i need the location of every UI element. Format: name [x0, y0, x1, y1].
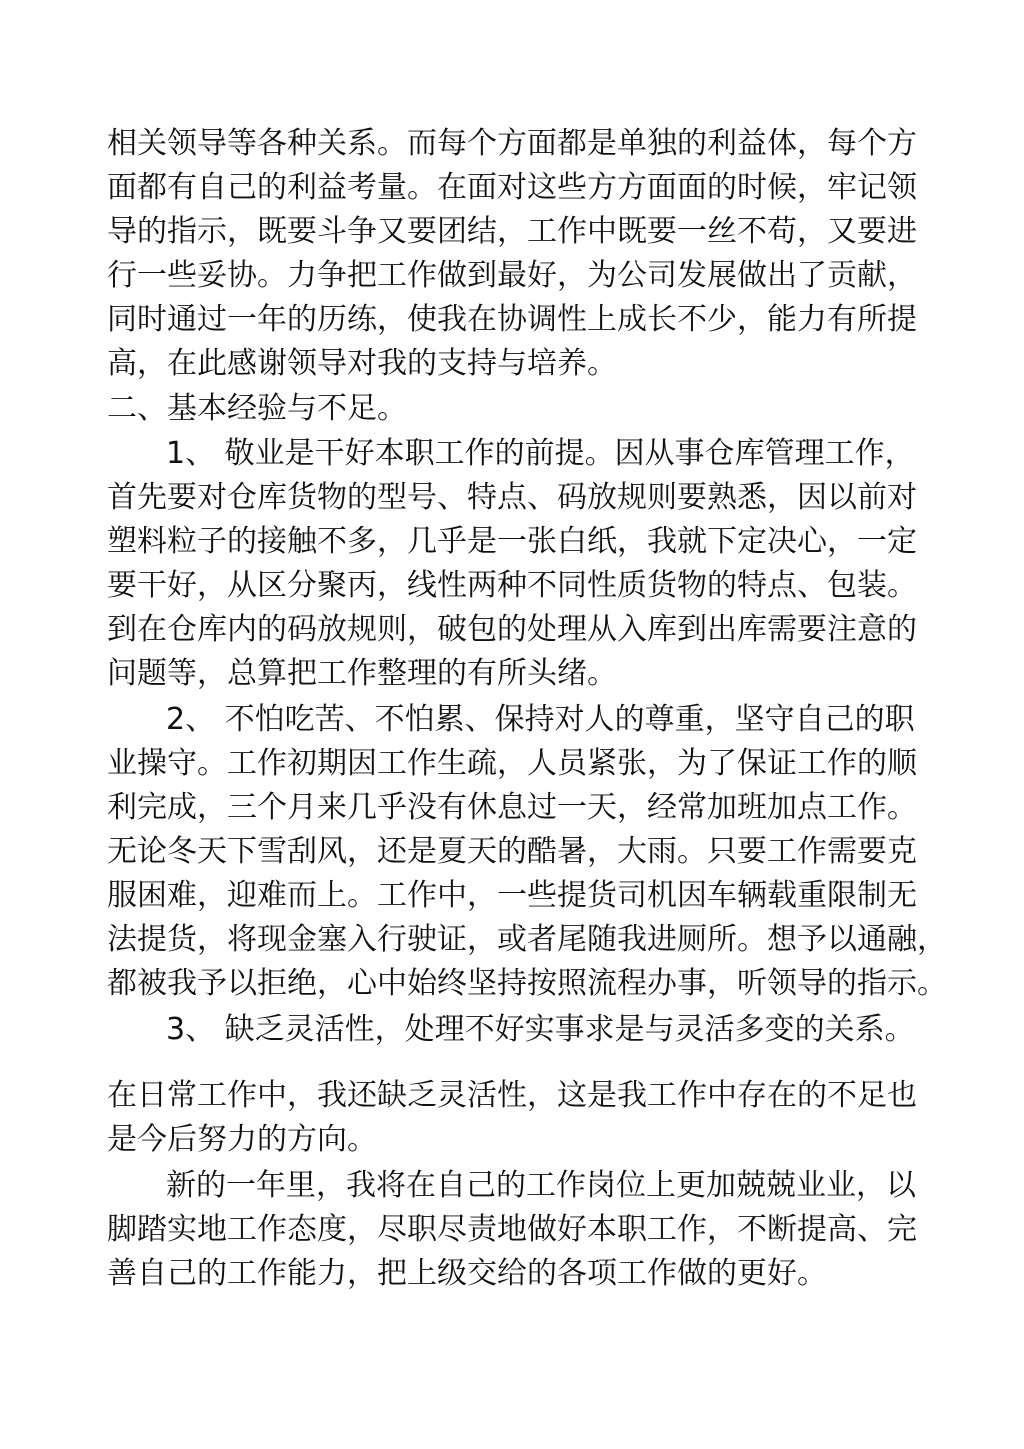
paragraph-start: 新的一年里，我将在自己的工作岗位上更加兢兢业业，以 — [166, 1168, 916, 1203]
text-line: 面都有自己的利益考量。在面对这些方方面面的时候，牢记领 — [107, 170, 917, 205]
text-line: 到在仓库内的码放规则，破包的处理从入库到出库需要注意的 — [107, 612, 917, 647]
text-line: 同时通过一年的历练，使我在协调性上成长不少，能力有所提 — [107, 302, 917, 337]
list-item-heading-2: 2、 不怕吃苦、不怕累、保持对人的尊重，坚守自己的职 — [166, 702, 915, 737]
text-line: 法提货，将现金塞入行驶证，或者尾随我进厕所。想予以通融， — [107, 922, 947, 957]
text-line: 行一些妥协。力争把工作做到最好，为公司发展做出了贡献， — [107, 258, 917, 293]
text-line: 导的指示，既要斗争又要团结，工作中既要一丝不苟，又要进 — [107, 214, 917, 249]
text-line: 塑料粒子的接触不多，几乎是一张白纸，我就下定决心，一定 — [107, 524, 917, 559]
text-line: 都被我予以拒绝，心中始终坚持按照流程办事，听领导的指示。 — [107, 966, 947, 1001]
list-item-heading-3: 3、 缺乏灵活性，处理不好实事求是与灵活多变的关系。 — [166, 1012, 915, 1047]
section-heading: 二、基本经验与不足。 — [107, 391, 407, 426]
text-line: 问题等，总算把工作整理的有所头绪。 — [107, 656, 617, 691]
text-line: 善自己的工作能力，把上级交给的各项工作做的更好。 — [107, 1256, 827, 1291]
text-line: 服困难，迎难而上。工作中，一些提货司机因车辆载重限制无 — [107, 878, 917, 913]
text-line: 业操守。工作初期因工作生疏，人员紧张，为了保证工作的顺 — [107, 746, 917, 781]
text-line: 在日常工作中，我还缺乏灵活性，这是我工作中存在的不足也 — [107, 1078, 917, 1113]
text-line: 是今后努力的方向。 — [107, 1122, 377, 1157]
text-line: 脚踏实地工作态度，尽职尽责地做好本职工作，不断提高、完 — [107, 1212, 917, 1247]
text-line: 高，在此感谢领导对我的支持与培养。 — [107, 346, 617, 381]
text-line: 要干好，从区分聚丙，线性两种不同性质货物的特点、包装。 — [107, 568, 917, 603]
text-line: 无论冬天下雪刮风，还是夏天的酷暑，大雨。只要工作需要克 — [107, 834, 917, 869]
text-line: 相关领导等各种关系。而每个方面都是单独的利益体，每个方 — [107, 126, 917, 161]
list-item-heading-1: 1、 敬业是干好本职工作的前提。因从事仓库管理工作， — [166, 436, 915, 471]
text-line: 利完成，三个月来几乎没有休息过一天，经常加班加点工作。 — [107, 790, 917, 825]
text-line: 首先要对仓库货物的型号、特点、码放规则要熟悉，因以前对 — [107, 480, 917, 515]
